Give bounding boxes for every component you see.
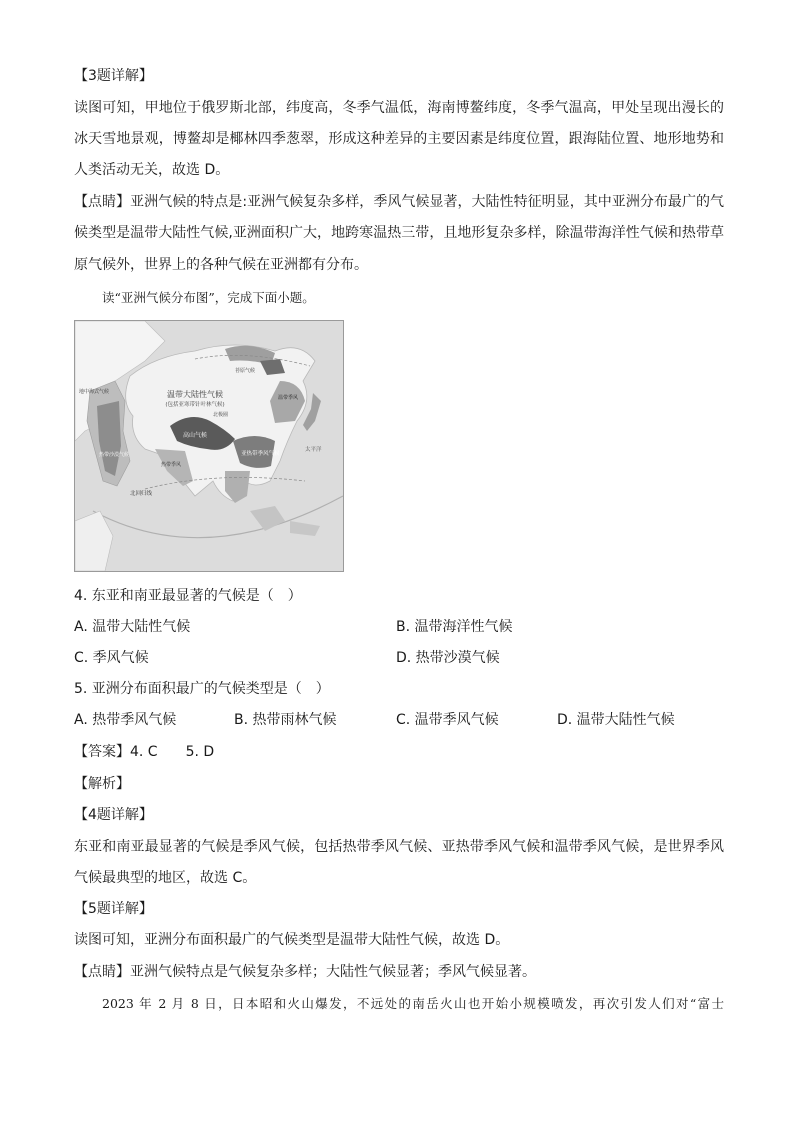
q5-detail-line: 读图可知，亚洲分布面积最广的气候类型是温带大陆性气候，故选 D。 [74, 932, 510, 948]
map-label-tundra: 苔原气候 [235, 368, 256, 374]
tip-2: 【点睛】亚洲气候特点是气候复杂多样；大陆性气候显著；季风气候显著。 [74, 964, 536, 980]
q5-option-b: B. 热带雨林气候 [234, 712, 337, 728]
map-label-main: 温带大陆性气候 [167, 390, 223, 399]
q4-stem: 4. 东亚和南亚最显著的气候是（ ） [74, 588, 302, 604]
map-label-desert: 热带沙漠气候 [99, 452, 130, 458]
analysis-heading: 【解析】 [74, 776, 130, 792]
q4-detail-line: 东亚和南亚最显著的气候是季风气候，包括热带季风气候、亚热带季风气候和温带季风气候，是世界季风 [74, 839, 724, 855]
tip-line: 候类型是温带大陆性气候,亚洲面积广大，地跨寒温热三带，且地形复杂多样，除温带海洋性气候和热带草 [74, 225, 724, 241]
asia-climate-map-graphic [75, 321, 343, 571]
map-label-pacific: 太平洋 [305, 447, 322, 453]
q5-option-a: A. 热带季风气候 [74, 712, 177, 728]
map-label-temperate-monsoon: 温带季风 [278, 395, 299, 401]
q3-detail-line: 读图可知，甲地位于俄罗斯北部，纬度高，冬季气温低，海南博鳌纬度，冬季气温高，甲处呈现出漫长的 [74, 100, 724, 116]
q4-detail-line: 气候最典型的地区，故选 C。 [74, 870, 257, 886]
q3-detail-heading: 【3题详解】 [74, 68, 153, 84]
map-label-tropical-monsoon: 热带季风 [161, 462, 182, 468]
q4-detail-heading: 【4题详解】 [74, 807, 153, 823]
q4-option-c: C. 季风气候 [74, 650, 149, 666]
map-label-arctic: 北极圈 [213, 412, 229, 418]
answer-label: 【答案】 [74, 744, 130, 760]
map-label-west: 地中海式气候 [79, 389, 110, 395]
q4-option-b: B. 温带海洋性气候 [396, 619, 513, 635]
answer-line [74, 742, 214, 762]
map-label-sub: (包括亚寒带针叶林气候) [165, 402, 225, 408]
q4-option-d: D. 热带沙漠气候 [396, 650, 500, 666]
tip-line: 【点睛】亚洲气候的特点是:亚洲气候复杂多样，季风气候显著，大陆性特征明显，其中亚洲分布最广的气 [74, 194, 724, 210]
tip-line: 原气候外，世界上的各种气候在亚洲都有分布。 [74, 257, 368, 273]
q3-detail-line: 冰天雪地景观，博鳌却是椰林四季葱翠，形成这种差异的主要因素是纬度位置，跟海陆位置、地形地势和 [74, 131, 724, 147]
question-intro: 读“亚洲气候分布图”，完成下面小题。 [102, 290, 315, 305]
map-label-plateau: 高山气候 [183, 432, 208, 439]
map-label-tropic: 北回归线 [130, 491, 153, 497]
q4-option-a: A. 温带大陆性气候 [74, 619, 191, 635]
answer-text: 4. C 5. D [130, 744, 215, 760]
map-label-subtropical: 亚热带季风气候 [241, 451, 280, 457]
asia-climate-map [74, 320, 344, 572]
q5-stem: 5. 亚洲分布面积最广的气候类型是（ ） [74, 681, 330, 697]
q5-option-c: C. 温带季风气候 [396, 712, 499, 728]
q5-detail-heading: 【5题详解】 [74, 901, 153, 917]
next-question-intro: 2023 年 2 月 8 日，日本昭和火山爆发，不远处的南岳火山也开始小规模喷发，再次引发人们对“富士 [102, 996, 724, 1011]
q5-option-d: D. 温带大陆性气候 [557, 712, 675, 728]
q3-detail-line: 人类活动无关，故选 D。 [74, 162, 230, 178]
